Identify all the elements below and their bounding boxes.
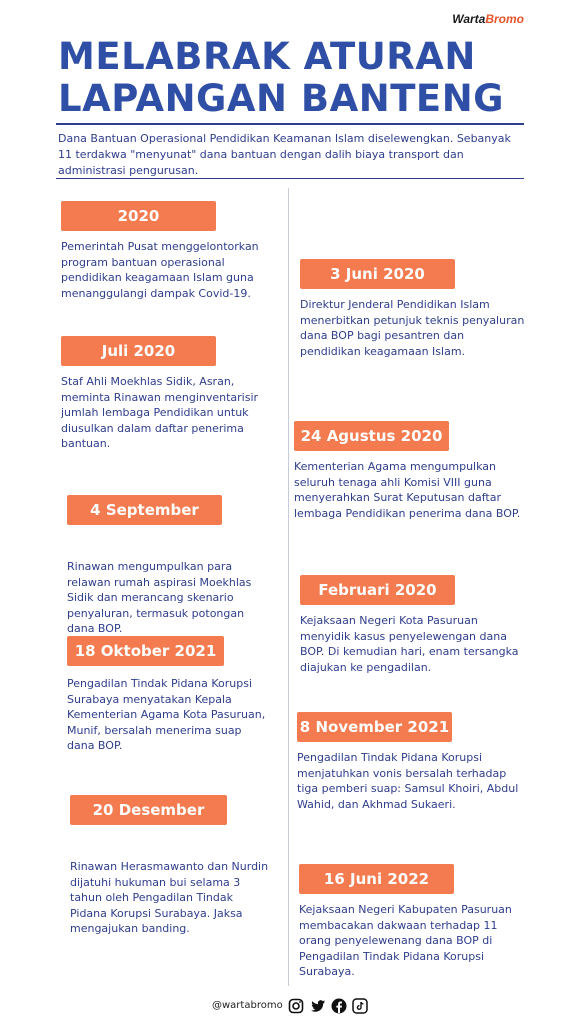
brand-logo: [452, 12, 524, 26]
page-title: MELABRAK ATURAN LAPANGAN BANTENG: [58, 35, 505, 120]
brand-logo-part1: Warta: [452, 12, 486, 26]
event-description: Kejaksaan Negeri Kota Pasuruan menyidik kasus penyelewengan dana BOP. Di kemudian hari, enam tersangka diajukan ke pengadilan.: [300, 614, 519, 674]
event-description: Pemerintah Pusat menggelontorkan program bantuan operasional pendidikan keagamaan Islam guna menanggulangi dampak Covid-19.: [61, 240, 259, 300]
event-description: Staf Ahli Moekhlas Sidik, Asran, meminta Rinawan menginventarisir jumlah lembaga Pendidikan untuk diusulkan dalam daftar penerima bantuan.: [61, 375, 259, 450]
timeline-divider: [288, 188, 289, 986]
timeline-event-left-4: [67, 636, 267, 754]
event-date-badge: 2020: [61, 201, 216, 231]
timeline-event-left-5: [70, 795, 270, 937]
timeline-event-right-1: [300, 259, 528, 359]
event-description: Pengadilan Tindak Pidana Korupsi menjatuhkan vonis bersalah terhadap tiga pemberi suap: Samsul Khoiri, Abdul Wahid, dan Akhmad Sukaeri.: [297, 751, 519, 811]
event-date-badge: 18 Oktober 2021: [67, 636, 224, 666]
event-description: Rinawan Herasmawanto dan Nurdin dijatuhi hukuman bui selama 3 tahun oleh Pengadilan Tindak Pidana Korupsi Surabaya. Jaksa mengajukan banding.: [70, 860, 269, 935]
event-date-badge: 24 Agustus 2020: [294, 421, 449, 451]
event-date-badge: Februari 2020: [300, 575, 455, 605]
event-date-badge: 3 Juni 2020: [300, 259, 455, 289]
event-description: Direktur Jenderal Pendidikan Islam menerbitkan petunjuk teknis penyaluran dana BOP bagi pesantren dan pendidikan keagamaan Islam.: [300, 298, 525, 358]
timeline-event-right-4: [297, 712, 527, 812]
timeline-event-left-1: [61, 201, 266, 301]
event-description: Pengadilan Tindak Pidana Korupsi Surabaya menyatakan Kepala Kementerian Agama Kota Pasuruan, Munif, bersalah menerima suap dana BOP.: [67, 677, 266, 752]
event-date-badge: 16 Juni 2022: [299, 864, 454, 894]
timeline-event-left-3: [67, 495, 262, 637]
event-date-badge: Juli 2020: [61, 336, 216, 366]
event-date-badge: 8 November 2021: [297, 712, 452, 742]
event-description: Kementerian Agama mengumpulkan seluruh tenaga ahli Komisi VIII guna menyerahkan Surat Keputusan daftar lembaga Pendidikan penerima dana BOP.: [294, 460, 521, 520]
intro-text: Dana Bantuan Operasional Pendidikan Keamanan Islam diselewengkan. Sebanyak 11 terdakwa "menyunat" dana bantuan dengan dalih biaya transport dan administrasi pengurusan.: [58, 132, 511, 177]
event-date-badge: 4 September 2020: [67, 495, 222, 525]
brand-logo-part2: Bromo: [485, 12, 524, 26]
twitter-icon[interactable]: [310, 998, 326, 1014]
timeline-event-left-2: [61, 336, 271, 452]
timeline-event-right-3: [300, 575, 528, 675]
footer: [0, 996, 576, 1018]
timeline-event-right-2: [294, 421, 524, 521]
intro-divider: [56, 178, 524, 179]
facebook-icon[interactable]: [331, 998, 347, 1014]
social-handle[interactable]: @wartabromo: [212, 1000, 283, 1011]
tiktok-icon[interactable]: [352, 998, 368, 1014]
title-divider: [56, 123, 524, 125]
event-description: Rinawan mengumpulkan para relawan rumah aspirasi Moekhlas Sidik dan merancang skenario penyaluran, termasuk potongan dana BOP.: [67, 560, 252, 635]
event-date-badge: 20 Desember 2021: [70, 795, 227, 825]
timeline-event-right-5: [299, 864, 524, 980]
instagram-icon[interactable]: [288, 998, 304, 1014]
event-description: Kejaksaan Negeri Kabupaten Pasuruan membacakan dakwaan terhadap 11 orang penyelewenang dana BOP di Pengadilan Tindak Pidana Korupsi Surabaya.: [299, 903, 512, 978]
